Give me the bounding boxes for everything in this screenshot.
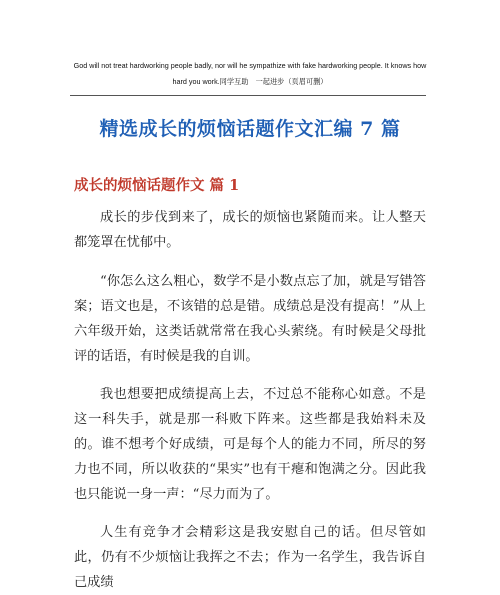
- paragraph-1: 成长的步伐到来了，成长的烦恼也紧随而来。让人整天都笼罩在忧郁中。: [74, 210, 426, 250]
- section-title: 成长的烦恼话题作文 篇 1: [74, 177, 240, 194]
- page-header: [70, 58, 430, 90]
- document-title: 精选成长的烦恼话题作文汇编 7 篇: [99, 118, 401, 140]
- paragraph-3: 我也想要把成绩提高上去，不过总不能称心如意。不是这一科失手，就是那一科败下阵来。这些都是我始料未及的。谁不想考个好成绩，可是每个人的能力不同，所尽的努力也不同，所以收获的“果实”也有干瘪和饱满之分。因此我也只能说一身一声：“尽力而为了。: [74, 387, 426, 502]
- header-line-1: God will not treat hardworking people badly, nor will he sympathize with fake hardworking people. It knows how: [73, 61, 427, 70]
- paragraph-2: “你怎么这么粗心，数学不是小数点忘了加，就是写错答案；语文也是，不该错的总是错。成绩总是没有提高！”从上六年级开始，这类话就常常在我心头萦绕。有时候是父母批评的话语，有时候是我的自训。: [74, 274, 426, 364]
- paragraph-4: 人生有竞争才会精彩这是我安慰自己的话。但尽管如此，仍有不少烦恼让我挥之不去；作为一名学生，我告诉自己成绩: [74, 525, 426, 590]
- header-divider: [70, 95, 426, 96]
- header-line-2: hard you work.同学互助 一起进步（页眉可删）: [172, 77, 328, 86]
